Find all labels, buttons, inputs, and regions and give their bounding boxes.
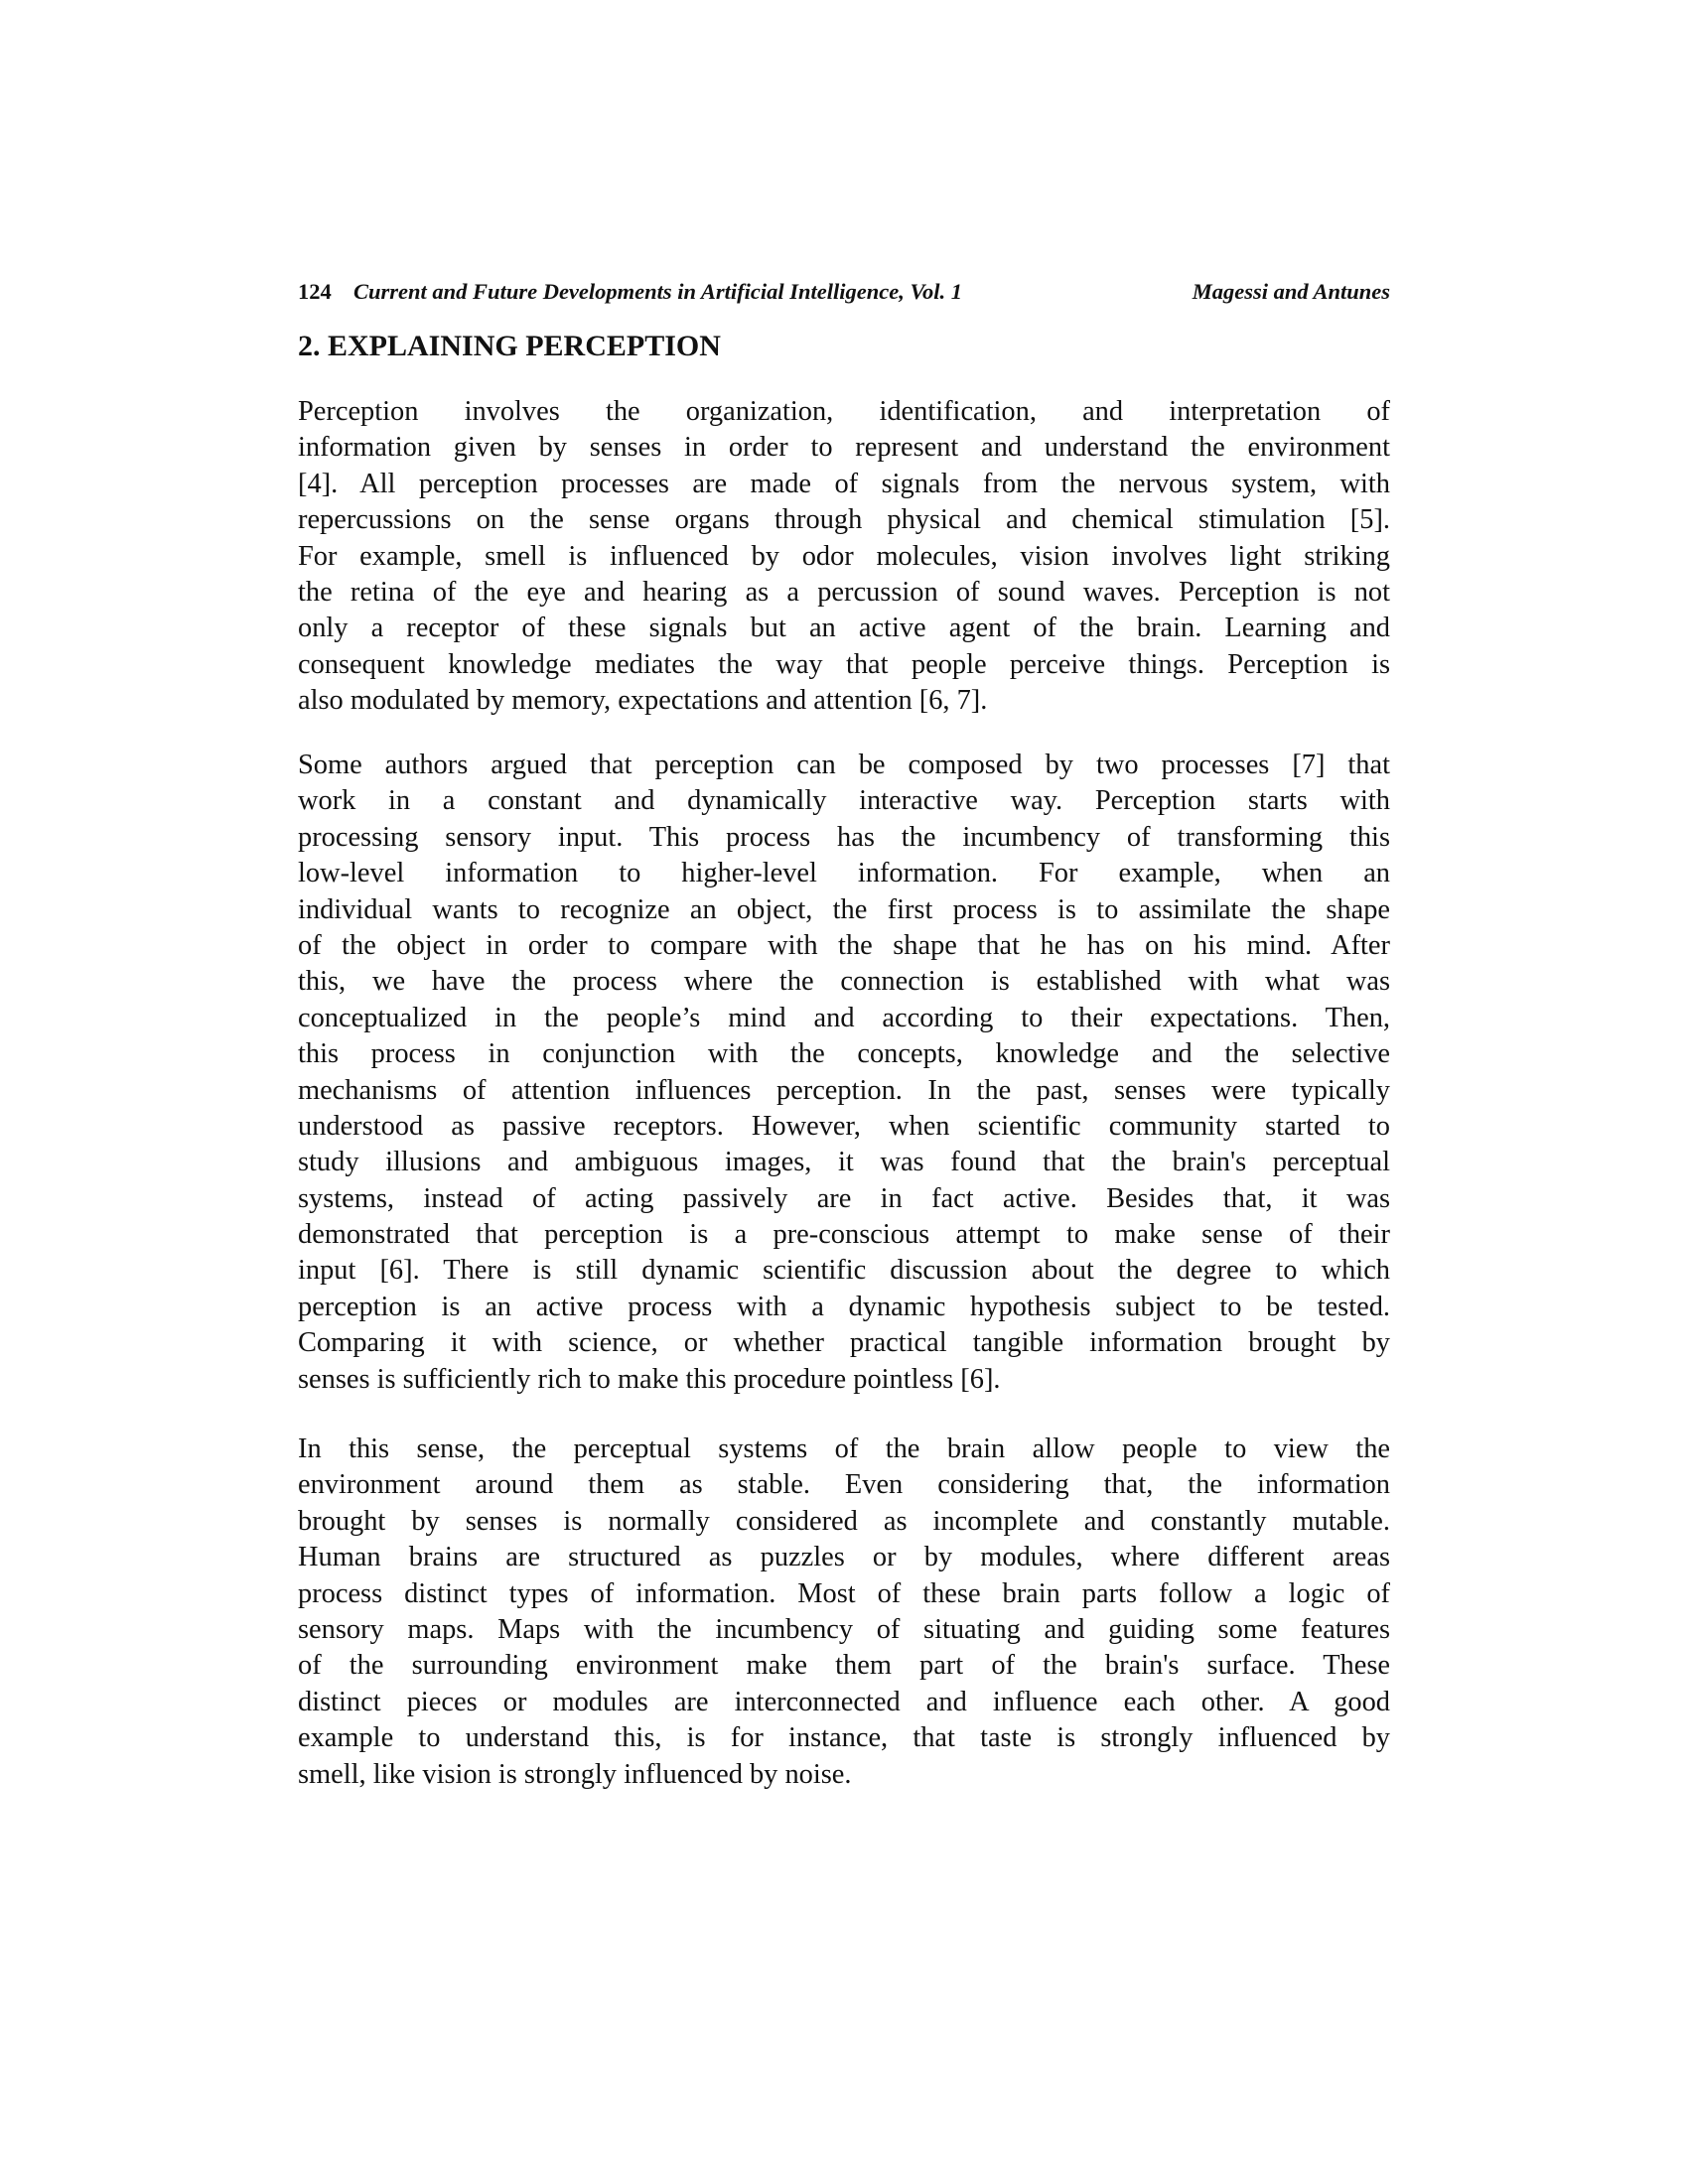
paragraph-line: low-level information to higher-level information. For example, when an (298, 858, 1390, 889)
paragraph-line: example to understand this, is for instance, that taste is strongly influenced by (298, 1722, 1390, 1754)
page-number: 124 (298, 279, 332, 304)
paragraph-line: brought by senses is normally considered as incomplete and constantly mutable. (298, 1505, 1390, 1537)
paragraph-line: mechanisms of attention influences perception. In the past, senses were typically (298, 1074, 1390, 1106)
paragraph-line: consequent knowledge mediates the way that people perceive things. Perception is (298, 648, 1390, 680)
paragraph-line: smell, like vision is strongly influenced by noise. (298, 1758, 852, 1790)
paragraph-line: For example, smell is influenced by odor molecules, vision involves light striking (298, 540, 1390, 572)
paragraph-line: environment around them as stable. Even considering that, the information (298, 1469, 1390, 1501)
body-paragraph (298, 394, 1390, 720)
paragraph-line: systems, instead of acting passively are in fact active. Besides that, it was (298, 1182, 1390, 1214)
paragraph-line: Human brains are structured as puzzles or by modules, where different areas (298, 1542, 1390, 1573)
running-header-authors: Magessi and Antunes (1192, 279, 1390, 304)
paragraph-line: process distinct types of information. Most of these brain parts follow a logic of (298, 1577, 1390, 1609)
paragraph-line: In this sense, the perceptual systems of the brain allow people to view the (298, 1433, 1390, 1464)
body-paragraph (298, 748, 1390, 1398)
paragraph-line: work in a constant and dynamically interactive way. Perception starts with (298, 785, 1390, 817)
paragraph-line: sensory maps. Maps with the incumbency of situating and guiding some features (298, 1613, 1390, 1645)
running-header (298, 278, 1390, 306)
paragraph-line: processing sensory input. This process has the incumbency of transforming this (298, 821, 1390, 853)
paragraph-line: only a receptor of these signals but an active agent of the brain. Learning and (298, 613, 1390, 644)
paragraph-line: this, we have the process where the connection is established with what was (298, 966, 1390, 998)
paragraph-line: of the object in order to compare with the shape that he has on his mind. After (298, 929, 1390, 961)
body-paragraph (298, 1432, 1390, 1793)
paragraph-line: information given by senses in order to represent and understand the environment (298, 432, 1390, 464)
paragraph-line: Perception involves the organization, identification, and interpretation of (298, 396, 1390, 427)
paragraph-line: senses is sufficiently rich to make this procedure pointless [6]. (298, 1363, 1001, 1395)
paragraph-line: demonstrated that perception is a pre-conscious attempt to make sense of their (298, 1219, 1390, 1251)
section-heading: 2. EXPLAINING PERCEPTION (298, 330, 721, 362)
paragraph-line: Some authors argued that perception can be composed by two processes [7] that (298, 750, 1390, 780)
paragraph-line: understood as passive receptors. However, when scientific community started to (298, 1110, 1390, 1142)
paragraph-line: Comparing it with science, or whether practical tangible information brought by (298, 1327, 1390, 1359)
paragraph-line: input [6]. There is still dynamic scientific discussion about the degree to which (298, 1255, 1390, 1287)
paragraph-line: conceptualized in the people’s mind and according to their expectations. Then, (298, 1002, 1390, 1033)
paragraph-line: repercussions on the sense organs through physical and chemical stimulation [5]. (298, 504, 1390, 536)
paragraph-line: also modulated by memory, expectations and attention [6, 7]. (298, 685, 988, 717)
book-title: Current and Future Developments in Artificial Intelligence, Vol. 1 (353, 279, 962, 304)
paragraph-line: of the surrounding environment make them part of the brain's surface. These (298, 1650, 1390, 1682)
paragraph-line: the retina of the eye and hearing as a percussion of sound waves. Perception is not (298, 576, 1390, 608)
paragraph-line: this process in conjunction with the concepts, knowledge and the selective (298, 1038, 1390, 1070)
paragraph-line: [4]. All perception processes are made of signals from the nervous system, with (298, 468, 1390, 499)
paragraph-line: distinct pieces or modules are interconnected and influence each other. A good (298, 1686, 1390, 1717)
paragraph-line: individual wants to recognize an object, the first process is to assimilate the shape (298, 893, 1390, 925)
paragraph-line: perception is an active process with a dynamic hypothesis subject to be tested. (298, 1291, 1390, 1322)
paragraph-line: study illusions and ambiguous images, it was found that the brain's perceptual (298, 1147, 1390, 1178)
